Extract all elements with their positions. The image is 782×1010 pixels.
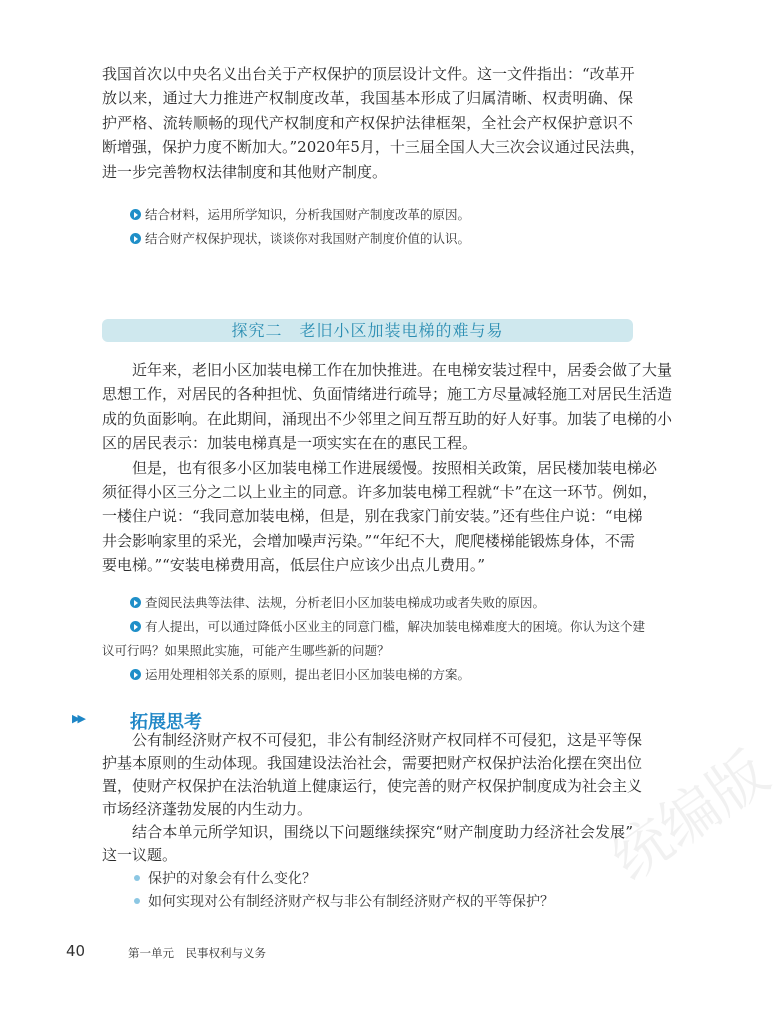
section2-paragraph — [102, 358, 673, 578]
question-text: 结合材料，运用所学知识，分析我国财产制度改革的原因。 — [145, 207, 471, 222]
paragraph-line: 须征得小区三分之二以上业主的同意。许多加装电梯工程就“卡”在这一环节。例如， — [102, 482, 658, 501]
arrow-circle-icon — [130, 669, 141, 680]
paragraph-line: 区的居民表示：加装电梯真是一项实实在在的惠民工程。 — [102, 434, 478, 453]
question-item — [130, 591, 545, 615]
arrow-circle-icon — [130, 233, 141, 244]
inquiry-banner: 探究二 老旧小区加装电梯的难与易 — [102, 319, 633, 342]
question-item — [130, 615, 645, 639]
question-text: 有人提出，可以通过降低小区业主的同意门槛，解决加装电梯难度大的困境。你认为这个建 — [145, 619, 646, 634]
paragraph-line: 结合本单元所学知识，围绕以下问题继续探究“财产制度助力经济社会发展” — [132, 823, 633, 841]
bullet-text: 如何实现对公有制经济财产权与非公有制经济财产权的平等保护？ — [148, 894, 554, 910]
unit-title: 第一单元 民事权利与义务 — [128, 946, 266, 960]
paragraph-line: 思想工作，对居民的各种担忧、负面情绪进行疏导；施工方尽量减轻施工对居民生活造 — [102, 385, 673, 404]
bullet-item — [134, 891, 554, 911]
watermark: 统编版 — [599, 738, 781, 894]
question-continuation: 议可行吗？如果照此实施，可能产生哪些新的问题？ — [102, 643, 390, 658]
question-item — [130, 203, 470, 227]
paragraph-line: 但是，也有很多小区加装电梯工作进展缓慢。按照相关政策，居民楼加装电梯必 — [132, 458, 658, 477]
paragraph-line: 一楼住户说：“我同意加装电梯，但是，别在我家门前安装。”还有些住户说：“电梯 — [102, 507, 643, 526]
paragraph-line: 井会影响家里的采光，会增加噪声污染。”“年纪不大，爬爬楼梯能锻炼身体，不需 — [102, 531, 635, 550]
paragraph-line: 护基本原则的生动体现。我国建设法治社会，需要把财产权保护法治化摆在突出位 — [102, 754, 643, 772]
paragraph-line: 市场经济蓬勃发展的内生动力。 — [102, 800, 313, 818]
paragraph-line: 这一议题。 — [102, 846, 178, 864]
question-text: 运用处理相邻关系的原则，提出老旧小区加装电梯的方案。 — [145, 667, 471, 682]
paragraph-line: 近年来，老旧小区加装电梯工作在加快推进。在电梯安装过程中，居委会做了大量 — [132, 361, 673, 379]
bullet-dot-icon — [134, 875, 140, 881]
paragraph-line: 我国首次以中央名义出台关于产权保护的顶层设计文件。这一文件指出：“改革开 — [102, 65, 635, 83]
paragraph-line: 放以来，通过大力推进产权制度改革，我国基本形成了归属清晰、权责明确、保 — [102, 89, 633, 108]
double-arrow-icon: ▶▶ — [72, 712, 83, 725]
section1-paragraph — [102, 62, 645, 184]
paragraph-line: 护严格、流转顺畅的现代产权制度和产权保护法律框架，全社会产权保护意识不 — [102, 113, 633, 132]
question-item — [130, 663, 470, 687]
paragraph-line: 成的负面影响。在此期间，涌现出不少邻里之间互帮互助的好人好事。加装了电梯的小 — [102, 409, 673, 428]
paragraph-line: 公有制经济财产权不可侵犯，非公有制经济财产权同样不可侵犯，这是平等保 — [132, 731, 643, 749]
section3-paragraph — [102, 729, 643, 867]
paragraph-line: 置，使财产权保护在法治轨道上健康运行，使完善的财产权保护制度成为社会主义 — [102, 777, 643, 795]
bullet-dot-icon — [134, 898, 140, 904]
question-item — [130, 227, 470, 251]
section-heading: 拓展思考 — [130, 712, 202, 733]
paragraph-line: 进一步完善物权法律制度和其他财产制度。 — [102, 162, 388, 181]
arrow-circle-icon — [130, 209, 141, 220]
question-text: 查阅民法典等法律、法规，分析老旧小区加装电梯成功或者失败的原因。 — [145, 595, 546, 610]
question-text: 结合财产权保护现状，谈谈你对我国财产制度价值的认识。 — [145, 231, 471, 246]
arrow-circle-icon — [130, 597, 141, 608]
paragraph-line: 断增强，保护力度不断加大。”2020年5月，十三届全国人大三次会议通过民法典， — [102, 138, 645, 157]
paragraph-line: 要电梯。”“安装电梯费用高，低层住户应该少出点儿费用。” — [102, 556, 486, 575]
arrow-circle-icon — [130, 621, 141, 632]
page-number: 40 — [66, 942, 86, 960]
bullet-text: 保护的对象会有什么变化？ — [148, 871, 316, 887]
bullet-item — [134, 868, 316, 888]
